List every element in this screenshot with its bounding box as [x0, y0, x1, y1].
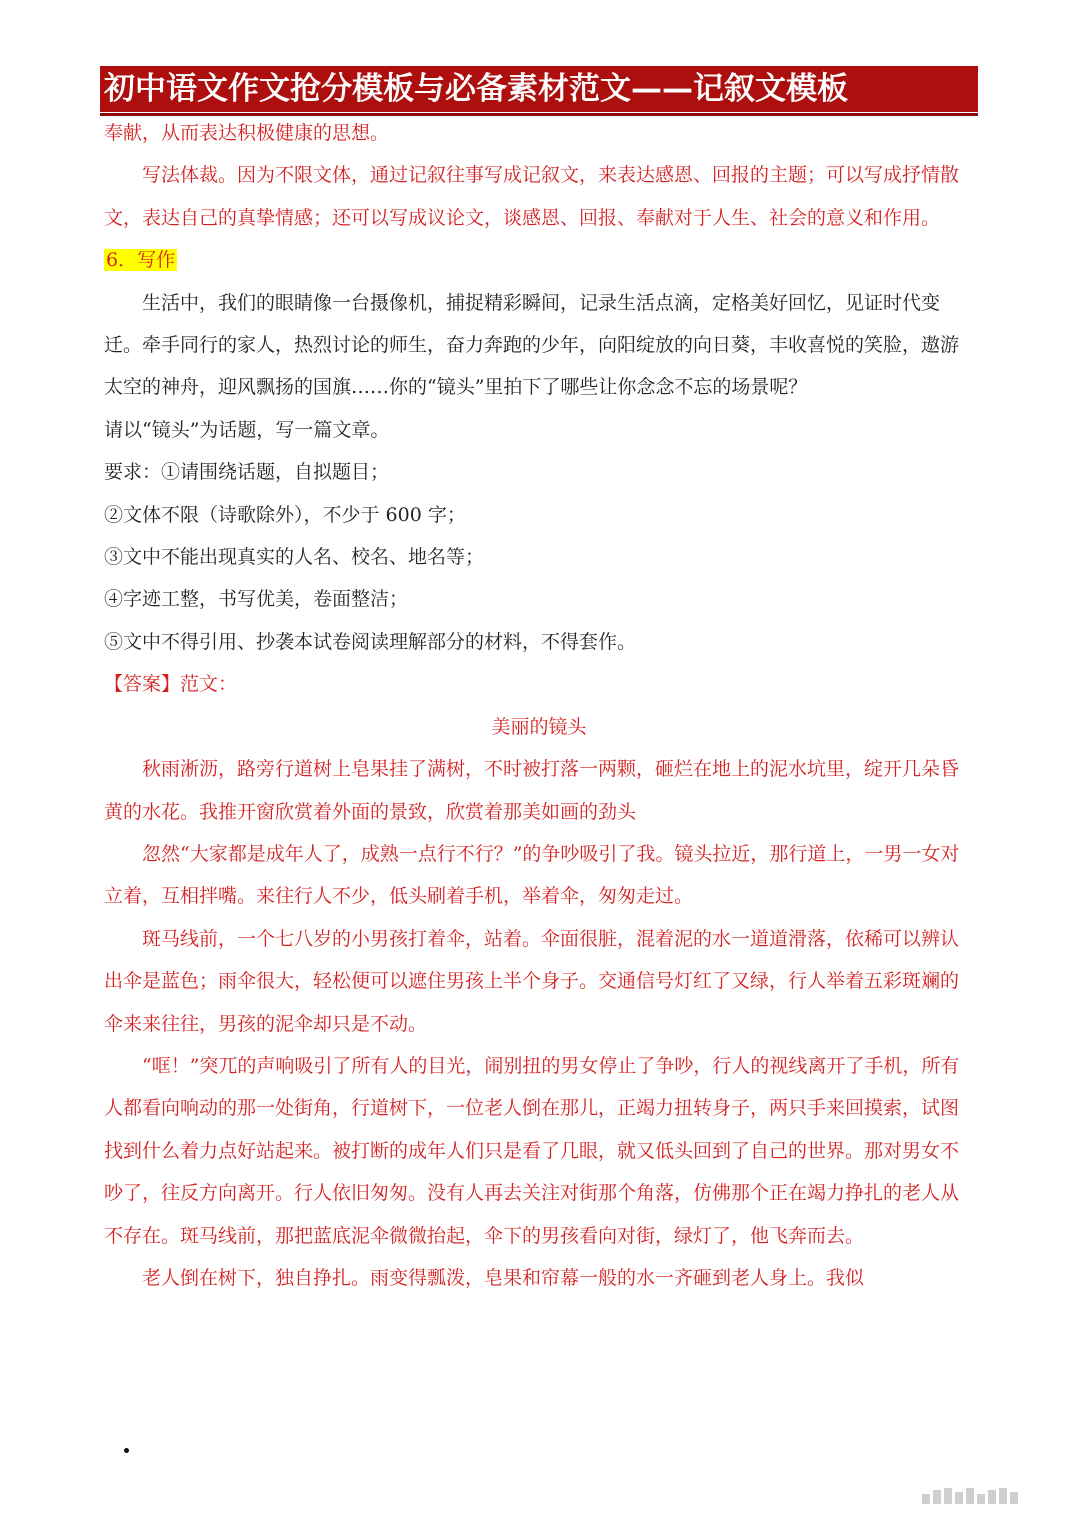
requirement-item: 要求：①请围绕话题，自拟题目； — [104, 461, 390, 484]
essay-paragraph: 秋雨淅沥，路旁行道树上皂果挂了满树，不时被打落一两颗，砸烂在地上的泥水坑里，绽开几朵昏黄的水花。我推开窗欣赏着外面的景致，欣赏着那美如画的劲头 — [104, 758, 960, 823]
answer-label: 【答案】范文： — [104, 673, 238, 696]
essay-paragraph: “哐！”突兀的声响吸引了所有人的目光，闹别扭的男女停止了争吵，行人的视线离开了手机，所有人都看向响动的那一处街角，行道树下，一位老人倒在那儿，正竭力扭转身子，两只手来回摸索，试图找到什么着力点好站起来。被打断的成年人们只是看了几眼，就又低头回到了自己的世界。那对男女不吵了，往反方向离开。行人依旧匆匆。没有人再去关注对街那个角落，仿佛那个正在竭力挣扎的老人从不存在。斑马线前，那把蓝底泥伞微微抬起，伞下的男孩看向对街，绿灯了，他飞奔而去。 — [104, 1054, 960, 1247]
essay-paragraph: 忽然“大家都是成年人了，成熟一点行不行？”的争吵吸引了我。镜头拉近，那行道上，一男一女对立着，互相拌嘴。来往行人不少，低头刷着手机，举着伞，匆匆走过。 — [104, 842, 960, 908]
requirement-item: ②文体不限（诗歌除外），不少于 600 字； — [104, 503, 466, 526]
essay-paragraph: 斑马线前，一个七八岁的小男孩打着伞，站着。伞面很脏，混着泥的水一道道滑落，依稀可以辨认出伞是蓝色；雨伞很大，轻松便可以遮住男孩上半个身子。交通信号灯红了又绿，行人举着五彩斑斓的伞来来往往，男孩的泥伞却只是不动。 — [104, 927, 960, 1035]
document-body — [104, 112, 974, 1299]
bullet-dot — [124, 1448, 129, 1453]
requirement-item: ④字迹工整，书写优美，卷面整洁； — [104, 588, 409, 611]
watermark-logo — [922, 1488, 1052, 1504]
document-header — [100, 66, 978, 112]
prompt-instruction: 请以“镜头”为话题，写一篇文章。 — [104, 418, 390, 441]
requirement-item: ⑤文中不得引用、抄袭本试卷阅读理解部分的材料，不得套作。 — [104, 630, 637, 653]
section-heading — [104, 239, 974, 281]
prompt-paragraph: 生活中，我们的眼睛像一台摄像机，捕捉精彩瞬间，记录生活点滴，定格美好回忆，见证时代变迁。牵手同行的家人，热烈讨论的师生，奋力奔跑的少年，向阳绽放的向日葵，丰收喜悦的笑脸，遨游太空的神舟，迎风飘扬的国旗……你的“镜头”里拍下了哪些让你念念不忘的场景呢？ — [104, 291, 960, 399]
essay-title: 美丽的镜头 — [491, 715, 587, 738]
requirement-item: ③文中不能出现真实的人名、校名、地名等； — [104, 546, 485, 569]
highlighted-heading: 6．写作 — [106, 249, 176, 272]
paragraph: 写法体裁。因为不限文体，通过记叙往事写成记叙文，来表达感恩、回报的主题；可以写成抒情散文，表达自己的真挚情感；还可以写成议论文，谈感恩、回报、奉献对于人生、社会的意义和作用。 — [104, 164, 960, 229]
essay-paragraph: 老人倒在树下，独自挣扎。雨变得瓢泼，皂果和帘幕一般的水一齐砸到老人身上。我似 — [142, 1266, 865, 1289]
header-title: 初中语文作文抢分模板与必备素材范文——记叙文模板 — [104, 71, 848, 107]
paragraph: 奉献，从而表达积极健康的思想。 — [104, 122, 390, 144]
